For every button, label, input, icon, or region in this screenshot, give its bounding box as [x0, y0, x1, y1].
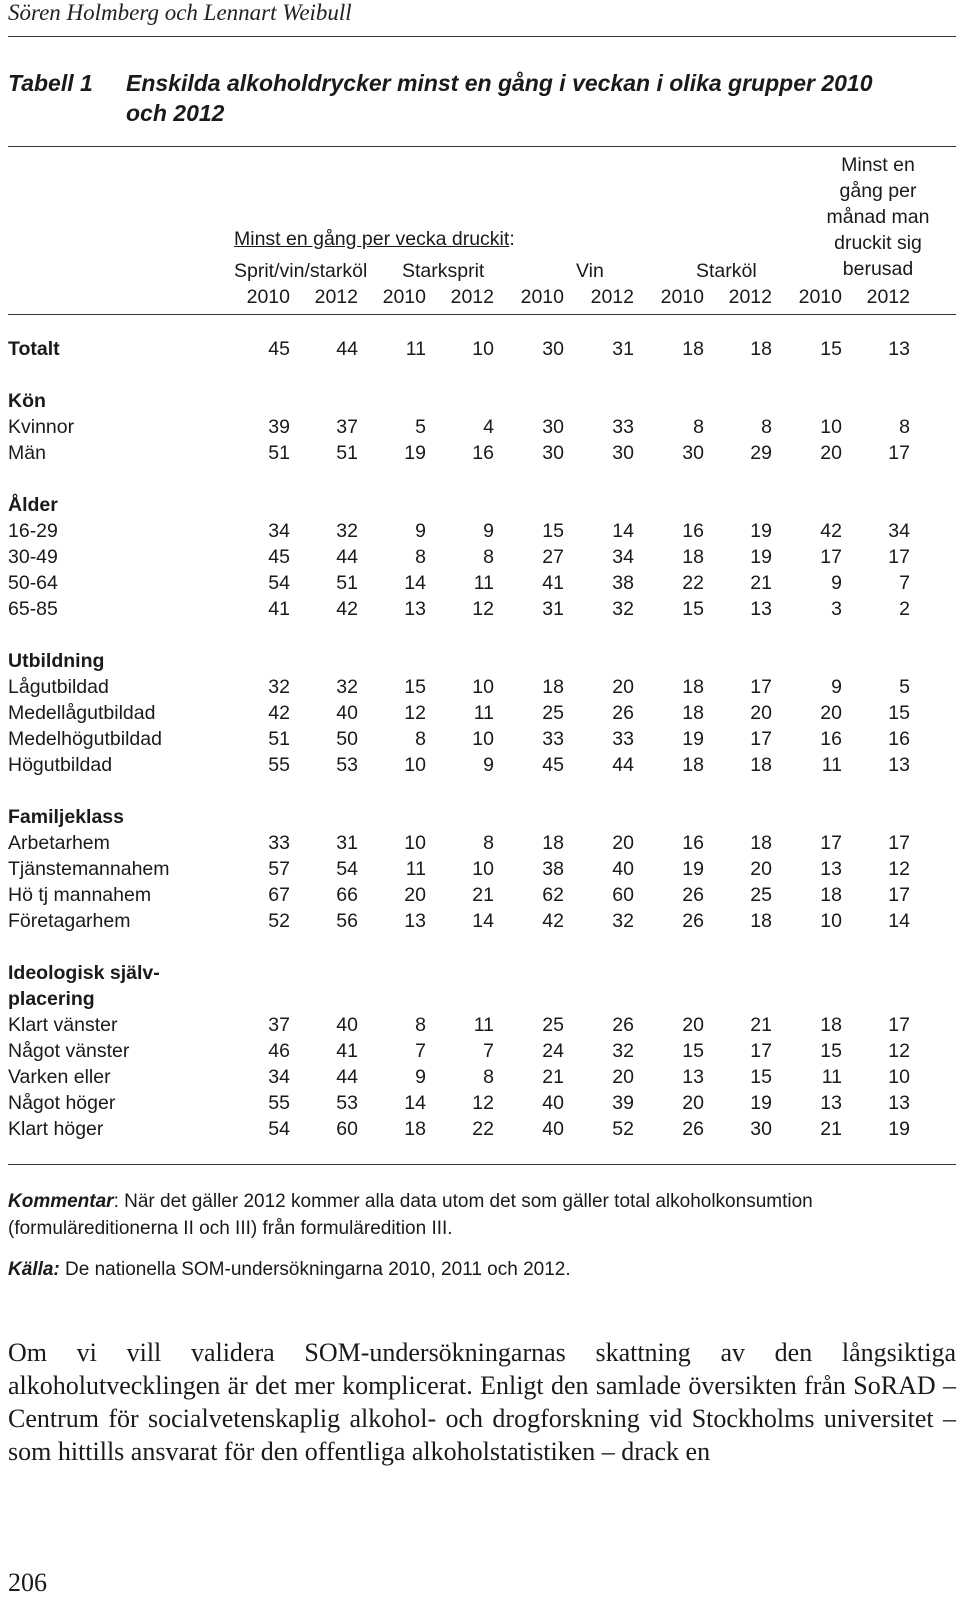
- table-cell: 8: [483, 832, 494, 854]
- table-cell: 9: [483, 520, 494, 542]
- table-cell: 52: [612, 1118, 634, 1140]
- super-header-text: Minst en gång per vecka druckit: [234, 228, 510, 250]
- table-cell: 8: [693, 416, 704, 438]
- row-label: Män: [8, 442, 46, 464]
- table-cell: 17: [750, 676, 772, 698]
- table-cell: 13: [888, 1092, 910, 1114]
- year-header-2: 2010: [382, 286, 426, 308]
- table-cell: 18: [682, 702, 704, 724]
- table-cell: 8: [415, 728, 426, 750]
- comment-line2: (formuläreditionerna II och III) från formuläredition III.: [8, 1218, 453, 1239]
- source-label: Källa:: [8, 1259, 60, 1280]
- table-cell: 42: [820, 520, 842, 542]
- table-title: [126, 68, 946, 128]
- table-cell: 15: [888, 702, 910, 724]
- table-cell: 25: [542, 1014, 564, 1036]
- table-cell: 40: [542, 1092, 564, 1114]
- table-cell: 30: [542, 338, 564, 360]
- table-cell: 26: [612, 1014, 634, 1036]
- table-cell: 10: [888, 1066, 910, 1088]
- table-cell: 20: [682, 1014, 704, 1036]
- group-header-starkol: Starköl: [696, 260, 757, 282]
- year-header-5: 2012: [590, 286, 634, 308]
- table-label: Tabell 1: [8, 70, 93, 96]
- table-cell: 34: [268, 520, 290, 542]
- table-cell: 18: [682, 754, 704, 776]
- table-cell: 41: [336, 1040, 358, 1062]
- table-cell: 13: [888, 338, 910, 360]
- table-cell: 52: [268, 910, 290, 932]
- table-cell: 19: [750, 520, 772, 542]
- table-cell: 11: [821, 754, 842, 776]
- table-cell: 30: [542, 442, 564, 464]
- table-cell: 30: [542, 416, 564, 438]
- table-cell: 18: [820, 884, 842, 906]
- table-cell: 54: [336, 858, 358, 880]
- table-title-line1: Enskilda alkoholdrycker minst en gång i veckan i olika grupper 2010: [126, 70, 873, 96]
- group-header-starksprit: Starksprit: [402, 260, 485, 282]
- table-cell: 14: [612, 520, 634, 542]
- row-label: Medellågutbildad: [8, 702, 156, 724]
- table-cell: 32: [268, 676, 290, 698]
- row-label: 50-64: [8, 572, 58, 594]
- table-cell: 13: [404, 598, 426, 620]
- table-cell: 8: [483, 546, 494, 568]
- table-cell: 41: [268, 598, 290, 620]
- table-cell: 44: [336, 546, 358, 568]
- table-cell: 33: [542, 728, 564, 750]
- table-cell: 42: [336, 598, 358, 620]
- table-cell: 26: [682, 884, 704, 906]
- table-cell: 66: [336, 884, 358, 906]
- table-cell: 26: [682, 910, 704, 932]
- table-cell: 54: [268, 1118, 290, 1140]
- table-cell: 19: [682, 728, 704, 750]
- table-cell: 51: [268, 728, 290, 750]
- last-header-line-5: berusad: [842, 258, 914, 280]
- table-cell: 13: [750, 598, 772, 620]
- table-cell: 51: [336, 442, 358, 464]
- table-cell: 37: [268, 1014, 290, 1036]
- table-cell: 17: [888, 884, 910, 906]
- group-heading: Ålder: [8, 494, 58, 516]
- table-cell: 16: [682, 832, 704, 854]
- table-cell: 13: [888, 754, 910, 776]
- table-cell: 33: [612, 728, 634, 750]
- table-cell: 9: [831, 572, 842, 594]
- table-cell: 13: [820, 858, 842, 880]
- table-cell: 15: [542, 520, 564, 542]
- row-label: Lågutbildad: [8, 676, 109, 698]
- table-cell: 14: [404, 1092, 426, 1114]
- table-cell: 8: [899, 416, 910, 438]
- table-cell: 10: [472, 338, 494, 360]
- table-cell: 26: [682, 1118, 704, 1140]
- table-cell: 11: [821, 1066, 842, 1088]
- row-label: Något höger: [8, 1092, 116, 1114]
- table-cell: 16: [472, 442, 494, 464]
- table-cell: 20: [820, 442, 842, 464]
- table-cell: 18: [542, 832, 564, 854]
- table-cell: 18: [820, 1014, 842, 1036]
- table-cell: 22: [472, 1118, 494, 1140]
- source-text: De nationella SOM-undersökningarna 2010, 2011 och 2012.: [65, 1259, 571, 1280]
- last-header-line-4: druckit sig: [834, 232, 922, 254]
- year-header-8: 2010: [798, 286, 842, 308]
- table-cell: 11: [473, 572, 494, 594]
- table-cell: 60: [336, 1118, 358, 1140]
- year-header-9: 2012: [866, 286, 910, 308]
- table-cell: 44: [612, 754, 634, 776]
- year-header-6: 2010: [660, 286, 704, 308]
- table-cell: 13: [404, 910, 426, 932]
- running-head: Sören Holmberg och Lennart Weibull: [8, 0, 352, 25]
- table-cell: 44: [336, 338, 358, 360]
- table-cell: 15: [682, 598, 704, 620]
- table-cell: 8: [415, 1014, 426, 1036]
- table-cell: 40: [336, 1014, 358, 1036]
- table-cell: 9: [415, 520, 426, 542]
- table-cell: 30: [682, 442, 704, 464]
- table-cell: 42: [268, 702, 290, 724]
- row-label: 30-49: [8, 546, 58, 568]
- table-cell: 14: [404, 572, 426, 594]
- table-cell: 25: [542, 702, 564, 724]
- table-cell: 21: [542, 1066, 564, 1088]
- table-cell: 54: [268, 572, 290, 594]
- table-cell: 13: [682, 1066, 704, 1088]
- table-cell: 20: [682, 1092, 704, 1114]
- table-cell: 10: [472, 676, 494, 698]
- table-cell: 50: [336, 728, 358, 750]
- table-cell: 5: [415, 416, 426, 438]
- row-label: Tjänstemannahem: [8, 858, 170, 880]
- table-cell: 19: [404, 442, 426, 464]
- row-label: 16-29: [8, 520, 58, 542]
- table-cell: 40: [612, 858, 634, 880]
- table-cell: 20: [404, 884, 426, 906]
- group-header-sprit-vin-starkol: Sprit/vin/starköl: [234, 260, 368, 282]
- year-header-7: 2012: [728, 286, 772, 308]
- table-cell: 2: [899, 598, 910, 620]
- table-cell: 44: [336, 1066, 358, 1088]
- table-cell: 32: [336, 520, 358, 542]
- row-label: Hö tj mannahem: [8, 884, 152, 906]
- table-cell: 19: [750, 546, 772, 568]
- row-label: Företagarhem: [8, 910, 131, 932]
- table-cell: 4: [483, 416, 494, 438]
- table-cell: 45: [268, 546, 290, 568]
- table-cell: 34: [268, 1066, 290, 1088]
- group-heading: Ideologisk själv-: [8, 962, 160, 984]
- table-cell: 53: [336, 1092, 358, 1114]
- page-number: 206: [8, 1568, 47, 1597]
- last-header-line-1: Minst en: [841, 154, 915, 176]
- table-cell: 60: [612, 884, 634, 906]
- header-rule: [8, 36, 956, 37]
- table-cell: 17: [888, 546, 910, 568]
- table-cell: 40: [336, 702, 358, 724]
- table-cell: 12: [888, 858, 910, 880]
- table-cell: 17: [888, 442, 910, 464]
- year-header-0: 2010: [246, 286, 290, 308]
- table-cell: 31: [542, 598, 564, 620]
- table-cell: 45: [542, 754, 564, 776]
- table-cell: 7: [415, 1040, 426, 1062]
- table-cell: 56: [336, 910, 358, 932]
- table-cell: 14: [888, 910, 910, 932]
- table-cell: 40: [542, 1118, 564, 1140]
- table-cell: 32: [336, 676, 358, 698]
- row-label: Högutbildad: [8, 754, 113, 776]
- comment-label-suffix: :: [113, 1191, 119, 1212]
- table-cell: 31: [336, 832, 358, 854]
- table-cell: 9: [831, 676, 842, 698]
- table-cell: 38: [542, 858, 564, 880]
- table-cell: 25: [750, 884, 772, 906]
- row-label: Något vänster: [8, 1040, 130, 1062]
- header-bottom-rule: [8, 314, 956, 315]
- table-cell: 34: [612, 546, 634, 568]
- table-top-rule: [8, 146, 956, 147]
- table-cell: 33: [612, 416, 634, 438]
- last-header-line-3: månad man: [826, 206, 930, 228]
- table-cell: 18: [750, 910, 772, 932]
- table-cell: 11: [405, 338, 426, 360]
- table-comment: [8, 1188, 956, 1242]
- row-label: Kvinnor: [8, 416, 75, 438]
- table-cell: 30: [612, 442, 634, 464]
- table-cell: 16: [820, 728, 842, 750]
- table-cell: 15: [820, 338, 842, 360]
- table-cell: 16: [888, 728, 910, 750]
- table-cell: 18: [404, 1118, 426, 1140]
- table-cell: 10: [404, 754, 426, 776]
- row-label: Medelhögutbildad: [8, 728, 162, 750]
- table-cell: 51: [336, 572, 358, 594]
- table-cell: 13: [820, 1092, 842, 1114]
- table-cell: 11: [473, 702, 494, 724]
- table-cell: 10: [820, 416, 842, 438]
- table-cell: 39: [612, 1092, 634, 1114]
- table-cell: 39: [268, 416, 290, 438]
- table-title-line2: och 2012: [126, 100, 225, 126]
- table-cell: 16: [682, 520, 704, 542]
- year-header-1: 2012: [314, 286, 358, 308]
- table-cell: 20: [612, 1066, 634, 1088]
- year-header-4: 2010: [520, 286, 564, 308]
- table-cell: 26: [612, 702, 634, 724]
- table-bottom-rule: [8, 1164, 956, 1165]
- super-header: [234, 228, 515, 251]
- table-cell: 17: [888, 1014, 910, 1036]
- table-cell: 29: [750, 442, 772, 464]
- table-cell: 11: [405, 858, 426, 880]
- row-label: Klart vänster: [8, 1014, 118, 1036]
- table-cell: 17: [888, 832, 910, 854]
- table-cell: 18: [750, 338, 772, 360]
- table-cell: 19: [682, 858, 704, 880]
- table-source: [8, 1256, 956, 1283]
- table-cell: 18: [682, 546, 704, 568]
- group-heading: Familjeklass: [8, 806, 124, 828]
- table-cell: 7: [899, 572, 910, 594]
- table-cell: 17: [820, 546, 842, 568]
- table-cell: 10: [820, 910, 842, 932]
- table-cell: 55: [268, 754, 290, 776]
- table-cell: 14: [472, 910, 494, 932]
- row-label: Arbetarhem: [8, 832, 110, 854]
- table-cell: 21: [820, 1118, 842, 1140]
- table-cell: 67: [268, 884, 290, 906]
- table-cell: 18: [682, 338, 704, 360]
- table-cell: 19: [888, 1118, 910, 1140]
- table-cell: 12: [472, 1092, 494, 1114]
- table-cell: 55: [268, 1092, 290, 1114]
- table-cell: 12: [888, 1040, 910, 1062]
- table-cell: 11: [473, 1014, 494, 1036]
- row-label: Klart höger: [8, 1118, 104, 1140]
- last-header-line-2: gång per: [839, 180, 917, 202]
- group-header-vin: Vin: [576, 260, 604, 282]
- table-cell: 32: [612, 598, 634, 620]
- comment-label: Kommentar: [8, 1191, 114, 1212]
- row-label: 65-85: [8, 598, 58, 620]
- table-cell: 10: [472, 728, 494, 750]
- table-cell: 22: [682, 572, 704, 594]
- body-paragraph: Om vi vill validera SOM-undersökningarnas skattning av den långsiktiga alkoholutvecklingen är det mer komplicerat. Enligt den samlade översikten från SoRAD – Centrum för socialvetenskaplig alkohol- och drogforskning vid Stockholms universitet – som hittills ansvarat för den offentliga alkoholstatistiken – drack en: [8, 1338, 956, 1466]
- table-cell: 15: [820, 1040, 842, 1062]
- comment-line1: När det gäller 2012 kommer alla data utom det som gäller total alkoholkonsumtion: [124, 1191, 813, 1212]
- table-cell: 7: [483, 1040, 494, 1062]
- group-heading: placering: [8, 988, 95, 1010]
- table-cell: 17: [750, 1040, 772, 1062]
- table-cell: 21: [472, 884, 494, 906]
- table-cell: 12: [404, 702, 426, 724]
- table-cell: 53: [336, 754, 358, 776]
- table-cell: 17: [750, 728, 772, 750]
- table-cell: 5: [899, 676, 910, 698]
- table-cell: 45: [268, 338, 290, 360]
- table-cell: 20: [612, 832, 634, 854]
- group-heading: Totalt: [8, 338, 60, 360]
- table-cell: 57: [268, 858, 290, 880]
- table-cell: 15: [682, 1040, 704, 1062]
- group-heading: Utbildning: [8, 650, 105, 672]
- table-cell: 15: [404, 676, 426, 698]
- table-cell: 10: [404, 832, 426, 854]
- table-cell: 12: [472, 598, 494, 620]
- table-cell: 18: [682, 676, 704, 698]
- table-cell: 31: [612, 338, 634, 360]
- table-cell: 20: [750, 702, 772, 724]
- table-cell: 62: [542, 884, 564, 906]
- table-cell: 9: [415, 1066, 426, 1088]
- table-cell: 32: [612, 910, 634, 932]
- table-cell: 33: [268, 832, 290, 854]
- table-cell: 24: [542, 1040, 564, 1062]
- table-cell: 9: [483, 754, 494, 776]
- table-cell: 21: [750, 1014, 772, 1036]
- group-heading: Kön: [8, 390, 46, 412]
- table-cell: 21: [750, 572, 772, 594]
- table-cell: 46: [268, 1040, 290, 1062]
- table-cell: 41: [542, 572, 564, 594]
- table-cell: 32: [612, 1040, 634, 1062]
- table-cell: 8: [415, 546, 426, 568]
- table-cell: 20: [750, 858, 772, 880]
- table-cell: 8: [761, 416, 772, 438]
- table-cell: 20: [820, 702, 842, 724]
- table-cell: 3: [831, 598, 842, 620]
- table-cell: 37: [336, 416, 358, 438]
- table-cell: 20: [612, 676, 634, 698]
- year-header-3: 2012: [450, 286, 494, 308]
- table-cell: 38: [612, 572, 634, 594]
- table-cell: 42: [542, 910, 564, 932]
- super-header-colon: :: [509, 228, 515, 250]
- table-cell: 8: [483, 1066, 494, 1088]
- row-label: Varken eller: [8, 1066, 111, 1088]
- table-cell: 18: [750, 832, 772, 854]
- table-cell: 51: [268, 442, 290, 464]
- table-cell: 34: [888, 520, 910, 542]
- table-cell: 27: [542, 546, 564, 568]
- table-cell: 30: [750, 1118, 772, 1140]
- table-cell: 19: [750, 1092, 772, 1114]
- table-cell: 15: [750, 1066, 772, 1088]
- table-cell: 10: [472, 858, 494, 880]
- table-cell: 18: [750, 754, 772, 776]
- table-cell: 17: [820, 832, 842, 854]
- table-cell: 18: [542, 676, 564, 698]
